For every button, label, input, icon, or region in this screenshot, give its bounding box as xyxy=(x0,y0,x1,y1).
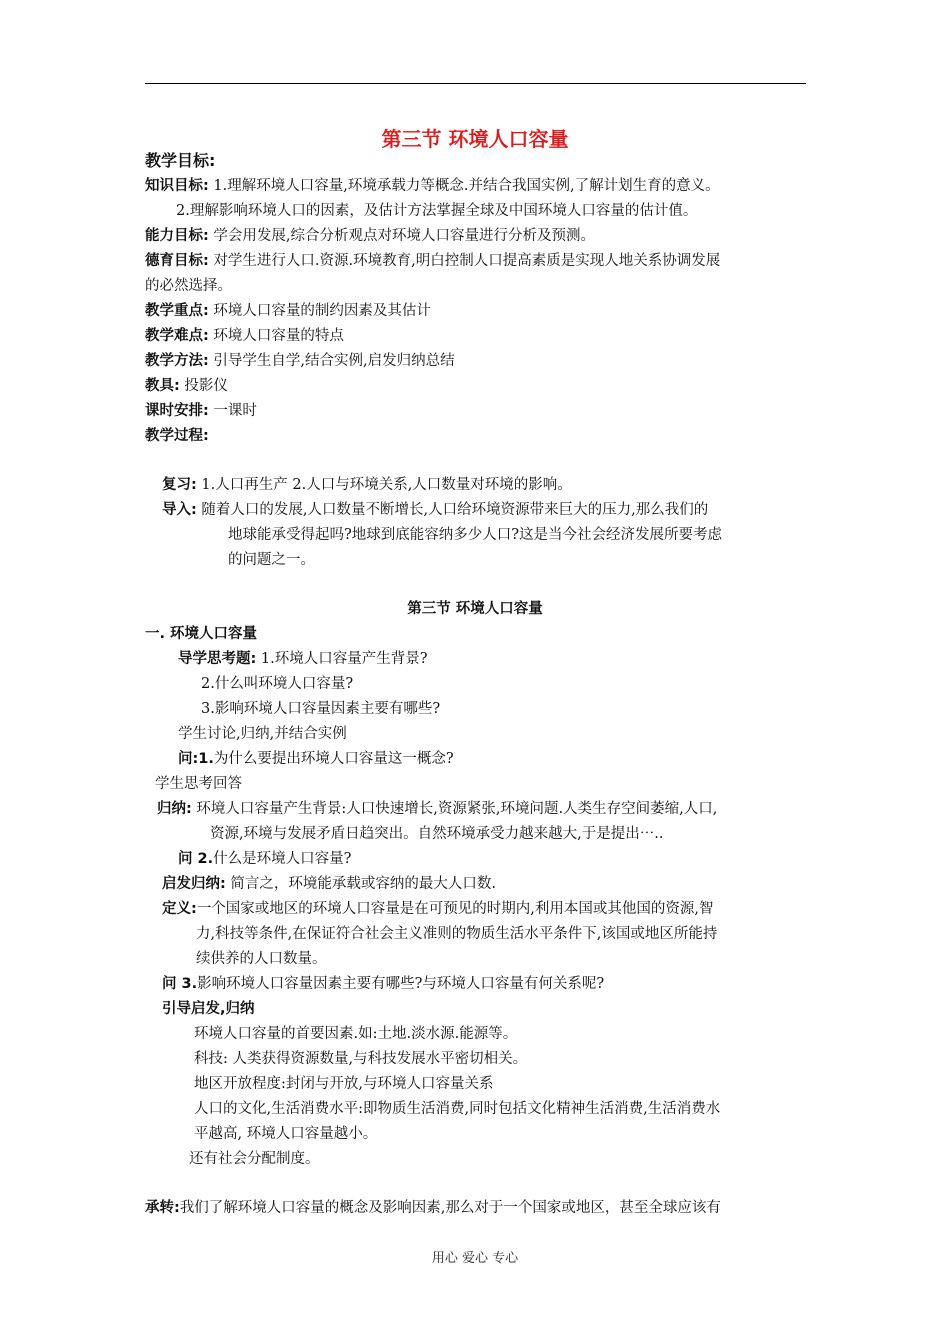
question-1 xyxy=(178,747,454,771)
factor-1: 环境人口容量的首要因素.如:土地.淡水源.能源等。 xyxy=(194,1026,518,1042)
question-2 xyxy=(178,847,351,871)
summary-text-2: 资源,环境与发展矛盾日趋突出。自然环境承受力越来越大,于是提出⋯.. xyxy=(210,826,664,842)
summary-label: 归纳: xyxy=(157,801,192,817)
def-label: 定义: xyxy=(162,901,197,917)
q2-label: 问 2. xyxy=(178,851,214,867)
intro-text-3: 的问题之一。 xyxy=(228,552,315,568)
q2-text: 什么是环境人口容量? xyxy=(213,851,352,867)
intro-line xyxy=(162,498,708,522)
review-text: 1.人口再生产 2.人口与环境关系,人口数量对环境的影响。 xyxy=(196,477,572,493)
factor-5: 还有社会分配制度。 xyxy=(189,1151,320,1167)
guide-label: 导学思考题: xyxy=(178,651,257,667)
difficulty-label: 教学难点: xyxy=(145,328,209,344)
student-answer: 学生思考回答 xyxy=(155,776,242,792)
question-3 xyxy=(162,972,604,996)
ability-text: 学会用发展,综合分析观点对环境人口容量进行分析及预测。 xyxy=(208,228,596,244)
guide-summary-heading: 引导启发,归纳 xyxy=(162,1001,255,1017)
intro-text-2: 地球能承受得起吗?地球到底能容纳多少人口?这是当今社会经济发展所要考虑 xyxy=(228,527,723,543)
discussion-text: 学生讨论,归纳,并结合实例 xyxy=(178,726,347,742)
method-label: 教学方法: xyxy=(145,353,209,369)
review-label: 复习: xyxy=(162,477,197,493)
inspire-label: 启发归纳: xyxy=(162,876,226,892)
tools-label: 教具: xyxy=(145,378,180,394)
moral-text-2: 的必然选择。 xyxy=(145,278,232,294)
moral-objective xyxy=(145,249,720,273)
key-text: 环境人口容量的制约因素及其估计 xyxy=(208,303,431,319)
factor-3: 地区开放程度:封闭与开放,与环境人口容量关系 xyxy=(194,1076,494,1092)
ability-objective xyxy=(145,224,595,248)
transition-label: 承转: xyxy=(145,1200,180,1216)
intro-label: 导入: xyxy=(162,502,197,518)
teaching-tools xyxy=(145,374,228,398)
class-hours xyxy=(145,399,257,423)
difficulty-point xyxy=(145,324,344,348)
transition-line xyxy=(145,1196,721,1220)
inspire-line xyxy=(162,872,496,896)
objectives-heading: 教学目标: xyxy=(145,151,216,170)
summary-text-1: 环境人口容量产生背景:人口快速增长,资源紧张,环境问题.人类生存空间萎缩,人口, xyxy=(191,801,718,817)
knowledge-label: 知识目标: xyxy=(145,178,209,194)
guide-q2: 2.什么叫环境人口容量? xyxy=(201,676,354,692)
moral-text-1: 对学生进行人口.资源.环境教育,明白控制人口提高素质是实现人地关系协调发展 xyxy=(208,253,721,269)
ability-label: 能力目标: xyxy=(145,228,209,244)
key-point xyxy=(145,299,431,323)
guide-questions xyxy=(178,647,428,671)
q3-text: 影响环境人口容量因素主要有哪些?与环境人口容量有何关系呢? xyxy=(197,976,605,992)
guide-q3: 3.影响环境人口容量因素主要有哪些? xyxy=(201,701,441,717)
section-heading-1: 一. 环境人口容量 xyxy=(145,626,258,642)
review-line xyxy=(162,473,572,497)
definition-line xyxy=(162,897,714,921)
knowledge-objective xyxy=(145,174,720,198)
q1-label: 问:1. xyxy=(178,751,214,767)
def-text-2: 力,科技等条件,在保证符合社会主义准则的物质生活水平条件下,该国或地区所能持 xyxy=(196,926,718,942)
moral-label: 德育目标: xyxy=(145,253,209,269)
process-heading: 教学过程: xyxy=(145,428,209,444)
summary-line xyxy=(157,797,717,821)
method-text: 引导学生自学,结合实例,启发归纳总结 xyxy=(208,353,455,369)
section-title: 第三节 环境人口容量 xyxy=(407,601,543,617)
factor-2: 科技: 人类获得资源数量,与科技发展水平密切相关。 xyxy=(194,1051,528,1067)
knowledge-text-2: 2.理解影响环境人口的因素，及估计方法掌握全球及中国环境人口容量的估计值。 xyxy=(176,203,698,219)
guide-q1: 1.环境人口容量产生背景? xyxy=(256,651,428,667)
inspire-text: 简言之，环境能承载或容纳的最大人口数. xyxy=(225,876,497,892)
intro-text-1: 随着人口的发展,人口数量不断增长,人口给环境资源带来巨大的压力,那么我们的 xyxy=(196,502,709,518)
page-footer: 用心 爱心 专心 xyxy=(431,1251,519,1266)
factor-4-line-2: 平越高, 环境人口容量越小。 xyxy=(194,1126,378,1142)
transition-text: 我们了解环境人口容量的概念及影响因素,那么对于一个国家或地区，甚至全球应该有 xyxy=(179,1200,721,1216)
q3-label: 问 3. xyxy=(162,976,198,992)
teaching-method xyxy=(145,349,455,373)
knowledge-text-1: 1.理解环境人口容量,环境承载力等概念.并结合我国实例,了解计划生育的意义。 xyxy=(208,178,720,194)
tools-text: 投影仪 xyxy=(179,378,228,394)
key-label: 教学重点: xyxy=(145,303,209,319)
q1-text: 为什么要提出环境人口容量这一概念? xyxy=(213,751,454,767)
def-text-3: 续供养的人口数量。 xyxy=(196,951,327,967)
difficulty-text: 环境人口容量的特点 xyxy=(208,328,344,344)
page-title: 第三节 环境人口容量 xyxy=(381,127,569,151)
hours-text: 一课时 xyxy=(208,403,257,419)
header-rule xyxy=(145,83,806,84)
hours-label: 课时安排: xyxy=(145,403,209,419)
factor-4-line-1: 人口的文化,生活消费水平:即物质生活消费,同时包括文化精神生活消费,生活消费水 xyxy=(194,1101,721,1117)
def-text-1: 一个国家或地区的环境人口容量是在可预见的时期内,利用本国或其他国的资源,智 xyxy=(196,901,714,917)
